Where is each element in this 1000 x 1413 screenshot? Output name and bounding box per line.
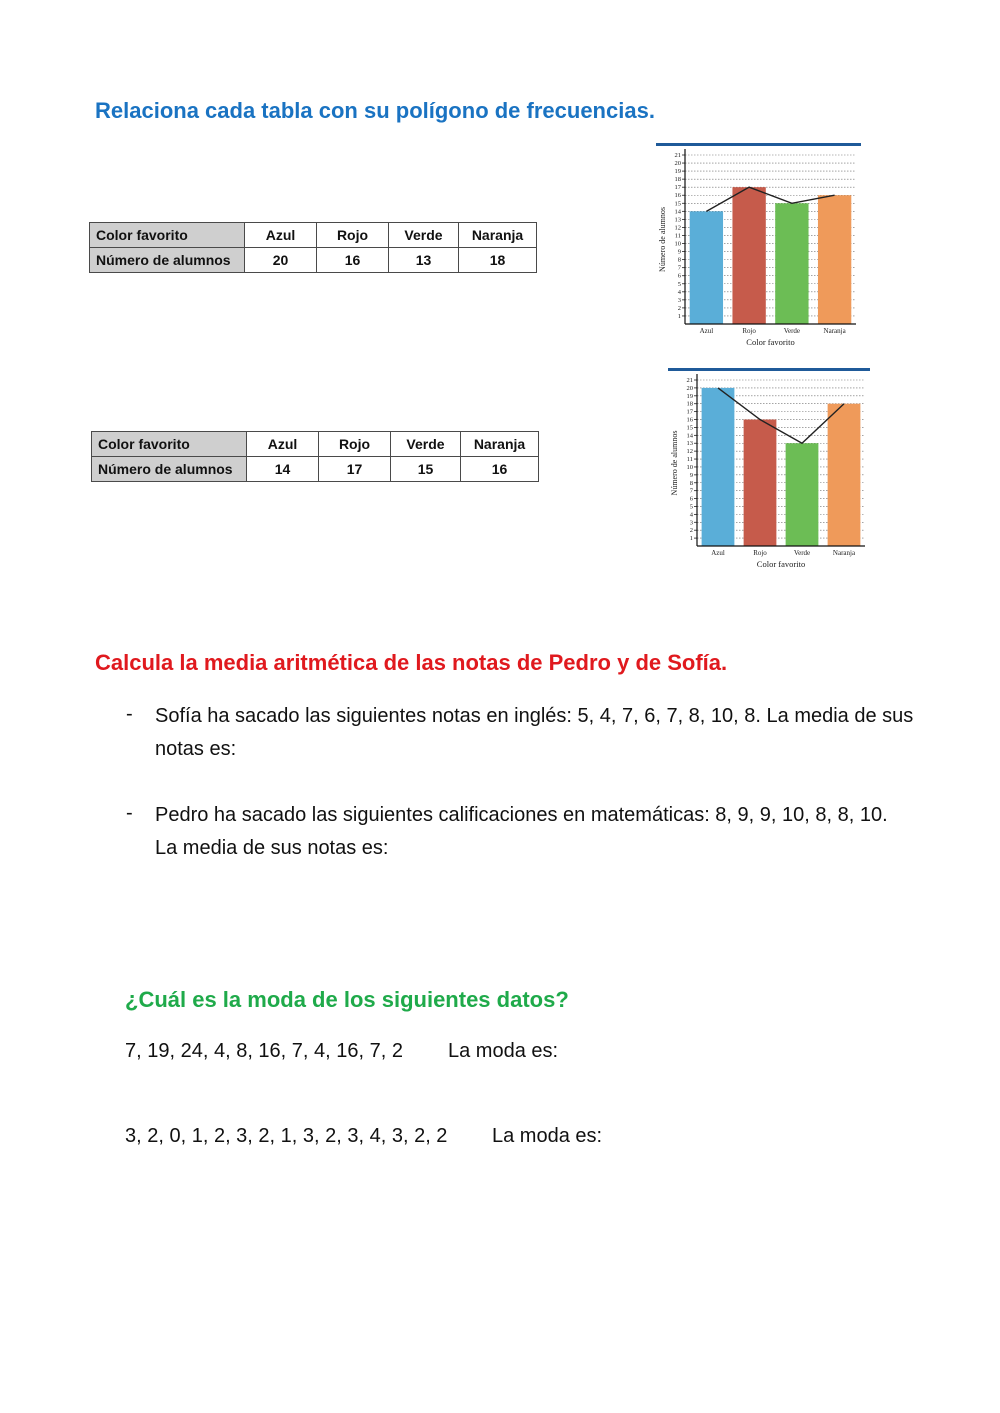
list-item: Pedro ha sacado las siguientes calificaciones en matemáticas: 8, 9, 9, 10, 8, 8, 10. La media de sus notas es: <box>155 804 888 859</box>
y-tick-label: 18 <box>686 400 693 408</box>
y-tick-label: 12 <box>674 224 681 232</box>
y-tick-label: 3 <box>677 296 681 304</box>
y-tick-label: 20 <box>686 384 693 392</box>
y-tick-label: 7 <box>689 487 693 495</box>
y-tick-label: 11 <box>674 232 681 240</box>
y-tick-label: 8 <box>677 256 681 264</box>
y-tick-label: 5 <box>689 503 693 511</box>
list-bullet: - <box>126 703 133 725</box>
y-tick-label: 6 <box>689 495 693 503</box>
chart-svg <box>668 368 870 570</box>
y-tick-label: 1 <box>677 312 681 320</box>
x-tick-label: Rojo <box>742 327 756 335</box>
y-tick-label: 13 <box>674 216 681 224</box>
y-tick-label: 19 <box>674 168 681 176</box>
x-tick-label: Azul <box>711 549 725 557</box>
y-tick-label: 4 <box>677 288 681 296</box>
y-tick-label: 10 <box>686 463 693 471</box>
y-tick-label: 7 <box>677 264 681 272</box>
bar <box>702 388 735 546</box>
chart-svg <box>656 143 861 348</box>
y-axis-label: Número de alumnos <box>670 430 679 496</box>
y-tick-label: 2 <box>677 304 681 312</box>
y-tick-label: 4 <box>689 511 693 519</box>
y-tick-label: 10 <box>674 240 681 248</box>
bar-chart-1 <box>656 143 861 348</box>
y-tick-label: 12 <box>686 448 693 456</box>
table-row <box>92 432 539 457</box>
y-tick-label: 9 <box>689 471 693 479</box>
y-tick-label: 18 <box>674 176 681 184</box>
y-axis-label: Número de alumnos <box>658 207 667 272</box>
y-tick-label: 13 <box>686 440 693 448</box>
y-tick-label: 17 <box>674 184 681 192</box>
y-tick-label: 14 <box>686 432 693 440</box>
y-tick-label: 15 <box>686 424 693 432</box>
value-cell: 13 <box>389 248 459 273</box>
y-tick-label: 14 <box>674 208 681 216</box>
y-tick-label: 19 <box>686 392 693 400</box>
section3-title: ¿Cuál es la moda de los siguientes datos? <box>125 987 569 1012</box>
mode-answer-label-2: La moda es: <box>492 1125 603 1147</box>
y-tick-label: 21 <box>686 377 693 384</box>
header-cell: Rojo <box>319 432 391 457</box>
bar <box>828 404 861 546</box>
mode-answer-label-1: La moda es: <box>448 1040 559 1062</box>
y-tick-label: 8 <box>689 479 693 487</box>
y-tick-label: 1 <box>689 535 693 543</box>
value-cell: 14 <box>247 457 319 482</box>
table-row <box>90 248 537 273</box>
y-tick-label: 11 <box>686 456 693 464</box>
header-cell: Naranja <box>461 432 539 457</box>
list-bullet: - <box>126 802 133 824</box>
bar <box>744 420 777 546</box>
row-label: Color favorito <box>90 223 245 248</box>
section2-title: Calcula la media aritmética de las notas de Pedro y de Sofía. <box>95 650 728 675</box>
row-label: Color favorito <box>92 432 247 457</box>
frequency-polygon-line <box>718 388 844 443</box>
y-tick-label: 16 <box>686 416 693 424</box>
y-tick-label: 9 <box>677 248 681 256</box>
bar <box>690 211 723 324</box>
value-cell: 20 <box>245 248 317 273</box>
chart-top-border <box>668 368 870 371</box>
frequency-table-2 <box>91 431 539 482</box>
header-cell: Rojo <box>317 223 389 248</box>
frequency-polygon-line <box>706 187 834 211</box>
section1-title: Relaciona cada tabla con su polígono de frecuencias. <box>95 98 655 123</box>
bar <box>775 203 808 324</box>
y-tick-label: 21 <box>674 152 681 159</box>
mode-data-1: 7, 19, 24, 4, 8, 16, 7, 4, 16, 7, 2 <box>125 1040 403 1062</box>
y-tick-label: 20 <box>674 160 681 168</box>
frequency-table-1 <box>89 222 537 273</box>
header-cell: Azul <box>245 223 317 248</box>
header-cell: Azul <box>247 432 319 457</box>
row-label: Número de alumnos <box>90 248 245 273</box>
bar <box>818 195 851 324</box>
y-tick-label: 6 <box>677 272 681 280</box>
y-tick-label: 2 <box>689 527 693 535</box>
value-cell: 16 <box>317 248 389 273</box>
mode-data-2: 3, 2, 0, 1, 2, 3, 2, 1, 3, 2, 3, 4, 3, 2, 2 <box>125 1125 448 1147</box>
bar-chart-2 <box>668 368 870 570</box>
x-axis-label: Color favorito <box>746 337 795 347</box>
x-axis-label: Color favorito <box>756 559 806 569</box>
list-item: Sofía ha sacado las siguientes notas en inglés: 5, 4, 7, 6, 7, 8, 10, 8. La media de sus notas es: <box>155 705 914 760</box>
y-tick-label: 3 <box>689 519 693 527</box>
chart-top-border <box>656 143 861 146</box>
x-tick-label: Naranja <box>823 327 846 335</box>
table-row <box>92 457 539 482</box>
value-cell: 15 <box>391 457 461 482</box>
bar <box>786 443 819 546</box>
header-cell: Verde <box>389 223 459 248</box>
header-cell: Naranja <box>459 223 537 248</box>
value-cell: 16 <box>461 457 539 482</box>
y-tick-label: 5 <box>677 280 681 288</box>
y-tick-label: 16 <box>674 192 681 200</box>
x-tick-label: Rojo <box>753 549 767 557</box>
value-cell: 17 <box>319 457 391 482</box>
bar <box>732 187 765 324</box>
row-label: Número de alumnos <box>92 457 247 482</box>
x-tick-label: Naranja <box>832 549 856 557</box>
x-tick-label: Verde <box>793 549 811 557</box>
y-tick-label: 15 <box>674 200 681 208</box>
value-cell: 18 <box>459 248 537 273</box>
y-tick-label: 17 <box>686 408 693 416</box>
header-cell: Verde <box>391 432 461 457</box>
x-tick-label: Azul <box>699 327 714 335</box>
x-tick-label: Verde <box>783 327 801 335</box>
table-row <box>90 223 537 248</box>
